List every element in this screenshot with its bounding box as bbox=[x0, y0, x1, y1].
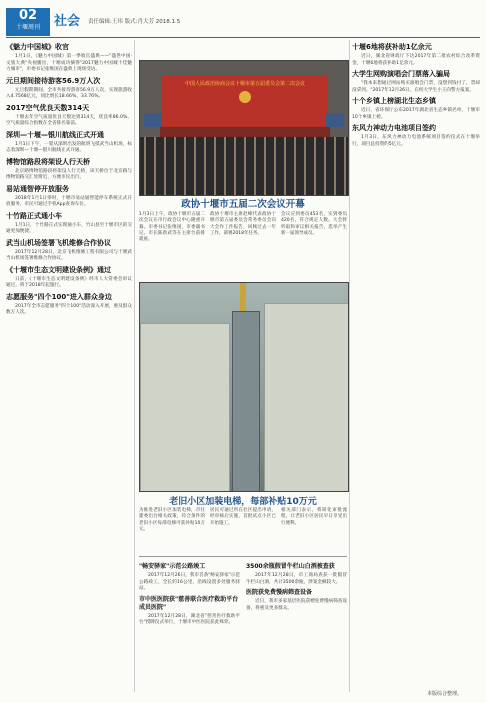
second-headline: 老旧小区加装电梯，每部补贴10万元 bbox=[169, 497, 317, 507]
apartment-building bbox=[264, 303, 349, 492]
bottom-news-column bbox=[139, 560, 240, 692]
column-divider bbox=[134, 40, 135, 692]
elevator-photo bbox=[139, 282, 349, 492]
news-title: 医院获免费慢病筛查设备 bbox=[246, 589, 313, 596]
story-column: 居民可通过所在社区提出申请，经审核后实施，首批试点小区已开始施工。 bbox=[210, 508, 276, 526]
news-text: 2017年12月26日，我市首条"畅安驿家"示范公路竣工，全长约16公里，沿线设置多处服务驿站。 bbox=[139, 573, 240, 591]
main-headline: 政协十堰市五届二次会议开幕 bbox=[181, 199, 305, 210]
news-text: 1月1日下午，一架从深圳出发的航班飞抵武当山机场，标志着深圳—十堰—银川航线正式开通。 bbox=[6, 141, 132, 153]
news-title: 《十堰市生态文明建设条例》通过 bbox=[6, 265, 111, 274]
news-title: "畅安驿家"示范公路竣工 bbox=[139, 563, 206, 570]
news-title: 博物馆路段将架设人行天桥 bbox=[6, 157, 90, 166]
conference-photo bbox=[139, 60, 349, 196]
news-text: 十堰去年空气质量优良天数达到314天，优良率86.0%，空气质量综合指数在全省排名靠前。 bbox=[6, 114, 132, 126]
presidium-dais bbox=[160, 127, 330, 137]
news-text: 近日，我市多家基层医院获赠免费慢病筛查设备，将惠及更多群众。 bbox=[246, 599, 347, 611]
news-title: 十个乡镇上榜湖北生态乡镇 bbox=[352, 97, 436, 105]
column-divider bbox=[349, 40, 350, 692]
news-text: 1月1日，《魅力中国城》第一季收官盛典——"盛世中国·文旅大典"央视播出，十堰成功摘得"2017魅力中国城十佳魅力城市"，市委书记张维国在盛典上现场受访。 bbox=[6, 54, 132, 72]
right-news-column bbox=[352, 40, 480, 692]
news-title: 元旦期间接待游客56.9万人次 bbox=[6, 76, 101, 85]
story-column: 相关部门表示，将简化审批流程，让老旧小区居民早日享受出行便利。 bbox=[281, 508, 347, 526]
news-text: 2017年12月28日，湖北省"慈善医疗救助平台"授牌仪式举行，十堰市中医医院获此殊荣。 bbox=[139, 613, 240, 625]
left-news-column bbox=[6, 40, 132, 692]
news-text: 2017年12月28日，北京飞机维修工程有限公司与十堰武当山机场签署维修合作协议。 bbox=[6, 249, 132, 261]
video-screen bbox=[326, 113, 344, 127]
news-text: 1月1日，十竹路正式实现通小车，竹山县至十堰市区的交通更加便捷。 bbox=[6, 222, 132, 234]
news-title: 市中医医院获"慈善联合医疗救助平台成员医院" bbox=[139, 595, 239, 611]
story-column: 政协十堰市主席赵峰代表政协十堰市第五届委员会常务委员会向大会作工作报告，回顾过去一年工作，部署2018年任务。 bbox=[210, 212, 276, 236]
footer-note: 本版综合整理。 bbox=[427, 691, 463, 697]
news-text: 2017年12月28日，市工商局查获一批假冒牛栏山白酒，共计3500余瓶，涉案金额较大。 bbox=[246, 573, 347, 585]
conference-banner: 中国人民政治协商会议十堰市第五届委员会第二次会议 bbox=[184, 81, 305, 87]
elevator-shaft bbox=[232, 311, 260, 492]
page-number-box bbox=[6, 8, 50, 36]
editor-credits: 责任编辑:王玮 版式:肖大芳 2018.1.5 bbox=[88, 19, 181, 25]
paper-name: 十堰周刊 bbox=[15, 24, 40, 31]
second-story-body bbox=[139, 508, 347, 554]
news-title: 十竹路正式通小车 bbox=[6, 211, 62, 220]
news-title: 易站通智停开放服务 bbox=[6, 184, 69, 193]
story-column: 1月3日上午，政协十堰市五届二次会议在市行政会议中心隆重开幕。市委书记张维国，市委副书记、市长陈新武等在主席台前排就座。 bbox=[139, 212, 205, 243]
main-story-body bbox=[139, 212, 347, 272]
story-column: 为推进老旧小区加装电梯，市住建委出台相关政策，符合条件的老旧小区每部电梯可获补贴10万元。 bbox=[139, 508, 205, 532]
news-title: 志愿服务"四个100"进入群众身边 bbox=[6, 292, 112, 301]
video-screen bbox=[144, 113, 162, 127]
news-text: 近日，省环保厅公布2017年湖北省生态乡镇名单，十堰市10个乡镇上榜。 bbox=[352, 108, 480, 120]
header-rule bbox=[6, 37, 480, 38]
news-title: 十堰6地将获补助1亿余元 bbox=[352, 43, 432, 51]
audience-rows bbox=[140, 137, 348, 195]
news-title: 《魅力中国城》收官 bbox=[6, 43, 69, 51]
section-title: 社会 bbox=[54, 14, 81, 29]
bottom-news-column bbox=[246, 560, 347, 692]
news-title: 2017空气优良天数314天 bbox=[6, 103, 90, 112]
news-title: 大学生网购演唱会门票落入骗局 bbox=[352, 70, 450, 78]
news-text: 2017年全市志愿服务"四个100"活动深入开展，惠及群众数万人次。 bbox=[6, 303, 132, 315]
news-title: 3500余瓶假冒牛栏山白酒被查获 bbox=[246, 563, 335, 570]
news-text: 北京路博物馆路段将架设人行天桥，该天桥位于北京路与博物馆路交汇处附近，方便市民出行。 bbox=[6, 168, 132, 180]
news-text: 近日，湖北省财政厅下达2017年第二批农村综合改革资金，十堰6地将获补助1亿余元。 bbox=[352, 54, 480, 66]
story-column: 会议应到委员453名，实到委员420名，符合规定人数。大会将听取和审议相关报告，选举产生新一届领导成员。 bbox=[281, 212, 347, 236]
page-header bbox=[0, 0, 486, 38]
news-title: 东风力神动力电池项目签约 bbox=[352, 124, 436, 132]
news-text: "我本来想通过网站购买演唱会门票，没想到钱付了，票却没拿到。"2017年12月26日，在校大学生小王向警方报案。 bbox=[352, 81, 480, 93]
news-text: 2018年1月1日零时，十堰市易站通智能停车系统正式开放服务，市民可通过手机App查询车位。 bbox=[6, 195, 132, 207]
news-text: 日前，《十堰市生态文明建设条例》经市人大常委会审议通过，将于2018年起施行。 bbox=[6, 276, 132, 288]
section-divider bbox=[139, 556, 347, 557]
page-number: 02 bbox=[18, 8, 38, 23]
apartment-building bbox=[140, 323, 230, 492]
news-text: 1月3日，东风力神动力电池系统项目签约仪式在十堰举行，项目总投资约5亿元。 bbox=[352, 135, 480, 147]
news-title: 深圳—十堰—银川航线正式开通 bbox=[6, 130, 104, 139]
news-text: 元旦假期期间，全市共接待游客56.9万人次，实现旅游收入4.7568亿元，同比增长18.66%、33.76%。 bbox=[6, 87, 132, 99]
news-title: 武当山机场签署飞机维修合作协议 bbox=[6, 238, 111, 247]
emblem-icon bbox=[239, 91, 251, 103]
